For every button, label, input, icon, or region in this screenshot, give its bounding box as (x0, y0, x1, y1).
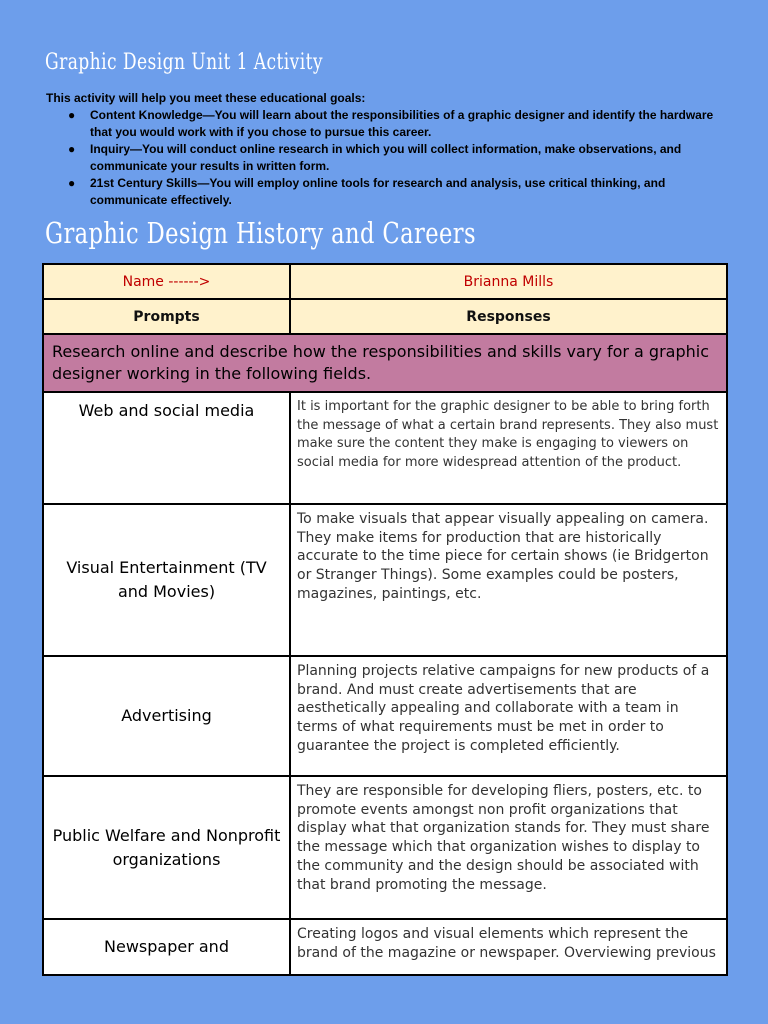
name-value[interactable]: Brianna Mills (290, 264, 727, 299)
column-header-row (43, 299, 727, 334)
page-title: Graphic Design Unit 1 Activity (45, 50, 324, 75)
response-cell[interactable]: To make visuals that appear visually appealing on camera. They make items for production that are historically accurate to the time piece for certain shows (ie Bridgerton or Stranger Things). Some examples could be posters, magazines, paintings, etc. (290, 504, 727, 656)
table-row (43, 776, 727, 919)
bullet-icon: ● (68, 142, 76, 156)
responses-header: Responses (290, 299, 727, 334)
goal-item (68, 141, 726, 175)
goal-text: Inquiry—You will conduct online research in which you will collect information, make observations, and communicate your results in written form. (90, 142, 682, 173)
prompt-cell: Web and social media (43, 392, 290, 504)
prompts-header: Prompts (43, 299, 290, 334)
prompt-cell: Visual Entertainment (TV and Movies) (43, 504, 290, 656)
goal-item (68, 175, 726, 209)
bullet-icon: ● (68, 108, 76, 122)
prompt-cell: Advertising (43, 656, 290, 776)
section-row (43, 334, 727, 392)
prompt-cell: Newspaper and (43, 919, 290, 975)
goal-text: 21st Century Skills—You will employ online tools for research and analysis, use critical thinking, and communicate effectively. (90, 176, 666, 207)
section-title: Graphic Design History and Careers (45, 216, 476, 250)
response-cell[interactable]: Planning projects relative campaigns for new products of a brand. And must create advertisements that are aesthetically appealing and collaborate with a team in terms of what requirements must be met in order to guarantee the project is completed efficiently. (290, 656, 727, 776)
response-cell[interactable]: It is important for the graphic designer to be able to bring forth the message of what a certain brand represents. They also must make sure the content they make is engaging to viewers on social media for more widespread attention of the product. (290, 392, 727, 504)
name-label: Name ------> (43, 264, 290, 299)
table-row (43, 919, 727, 975)
response-table (42, 263, 728, 976)
response-cell[interactable]: Creating logos and visual elements which represent the brand of the magazine or newspaper. Overviewing previous (290, 919, 727, 975)
goal-text: Content Knowledge—You will learn about the responsibilities of a graphic designer and identify the hardware that you would work with if you chose to pursue this career. (90, 108, 714, 139)
bullet-icon: ● (68, 176, 76, 190)
goals-intro: This activity will help you meet these educational goals: (46, 91, 366, 105)
table-row (43, 656, 727, 776)
table-row (43, 504, 727, 656)
prompt-cell: Public Welfare and Nonprofit organizations (43, 776, 290, 919)
goals-list (46, 107, 726, 209)
goal-item (68, 107, 726, 141)
goals-block (46, 90, 726, 209)
table-row (43, 392, 727, 504)
name-row (43, 264, 727, 299)
response-cell[interactable]: They are responsible for developing fliers, posters, etc. to promote events amongst non profit organizations that display what that organization stands for. They must share the message which that organization wishes to display to the community and the design should be associated with that brand promoting the message. (290, 776, 727, 919)
section-instructions: Research online and describe how the responsibilities and skills vary for a graphic designer working in the following fields. (43, 334, 727, 392)
